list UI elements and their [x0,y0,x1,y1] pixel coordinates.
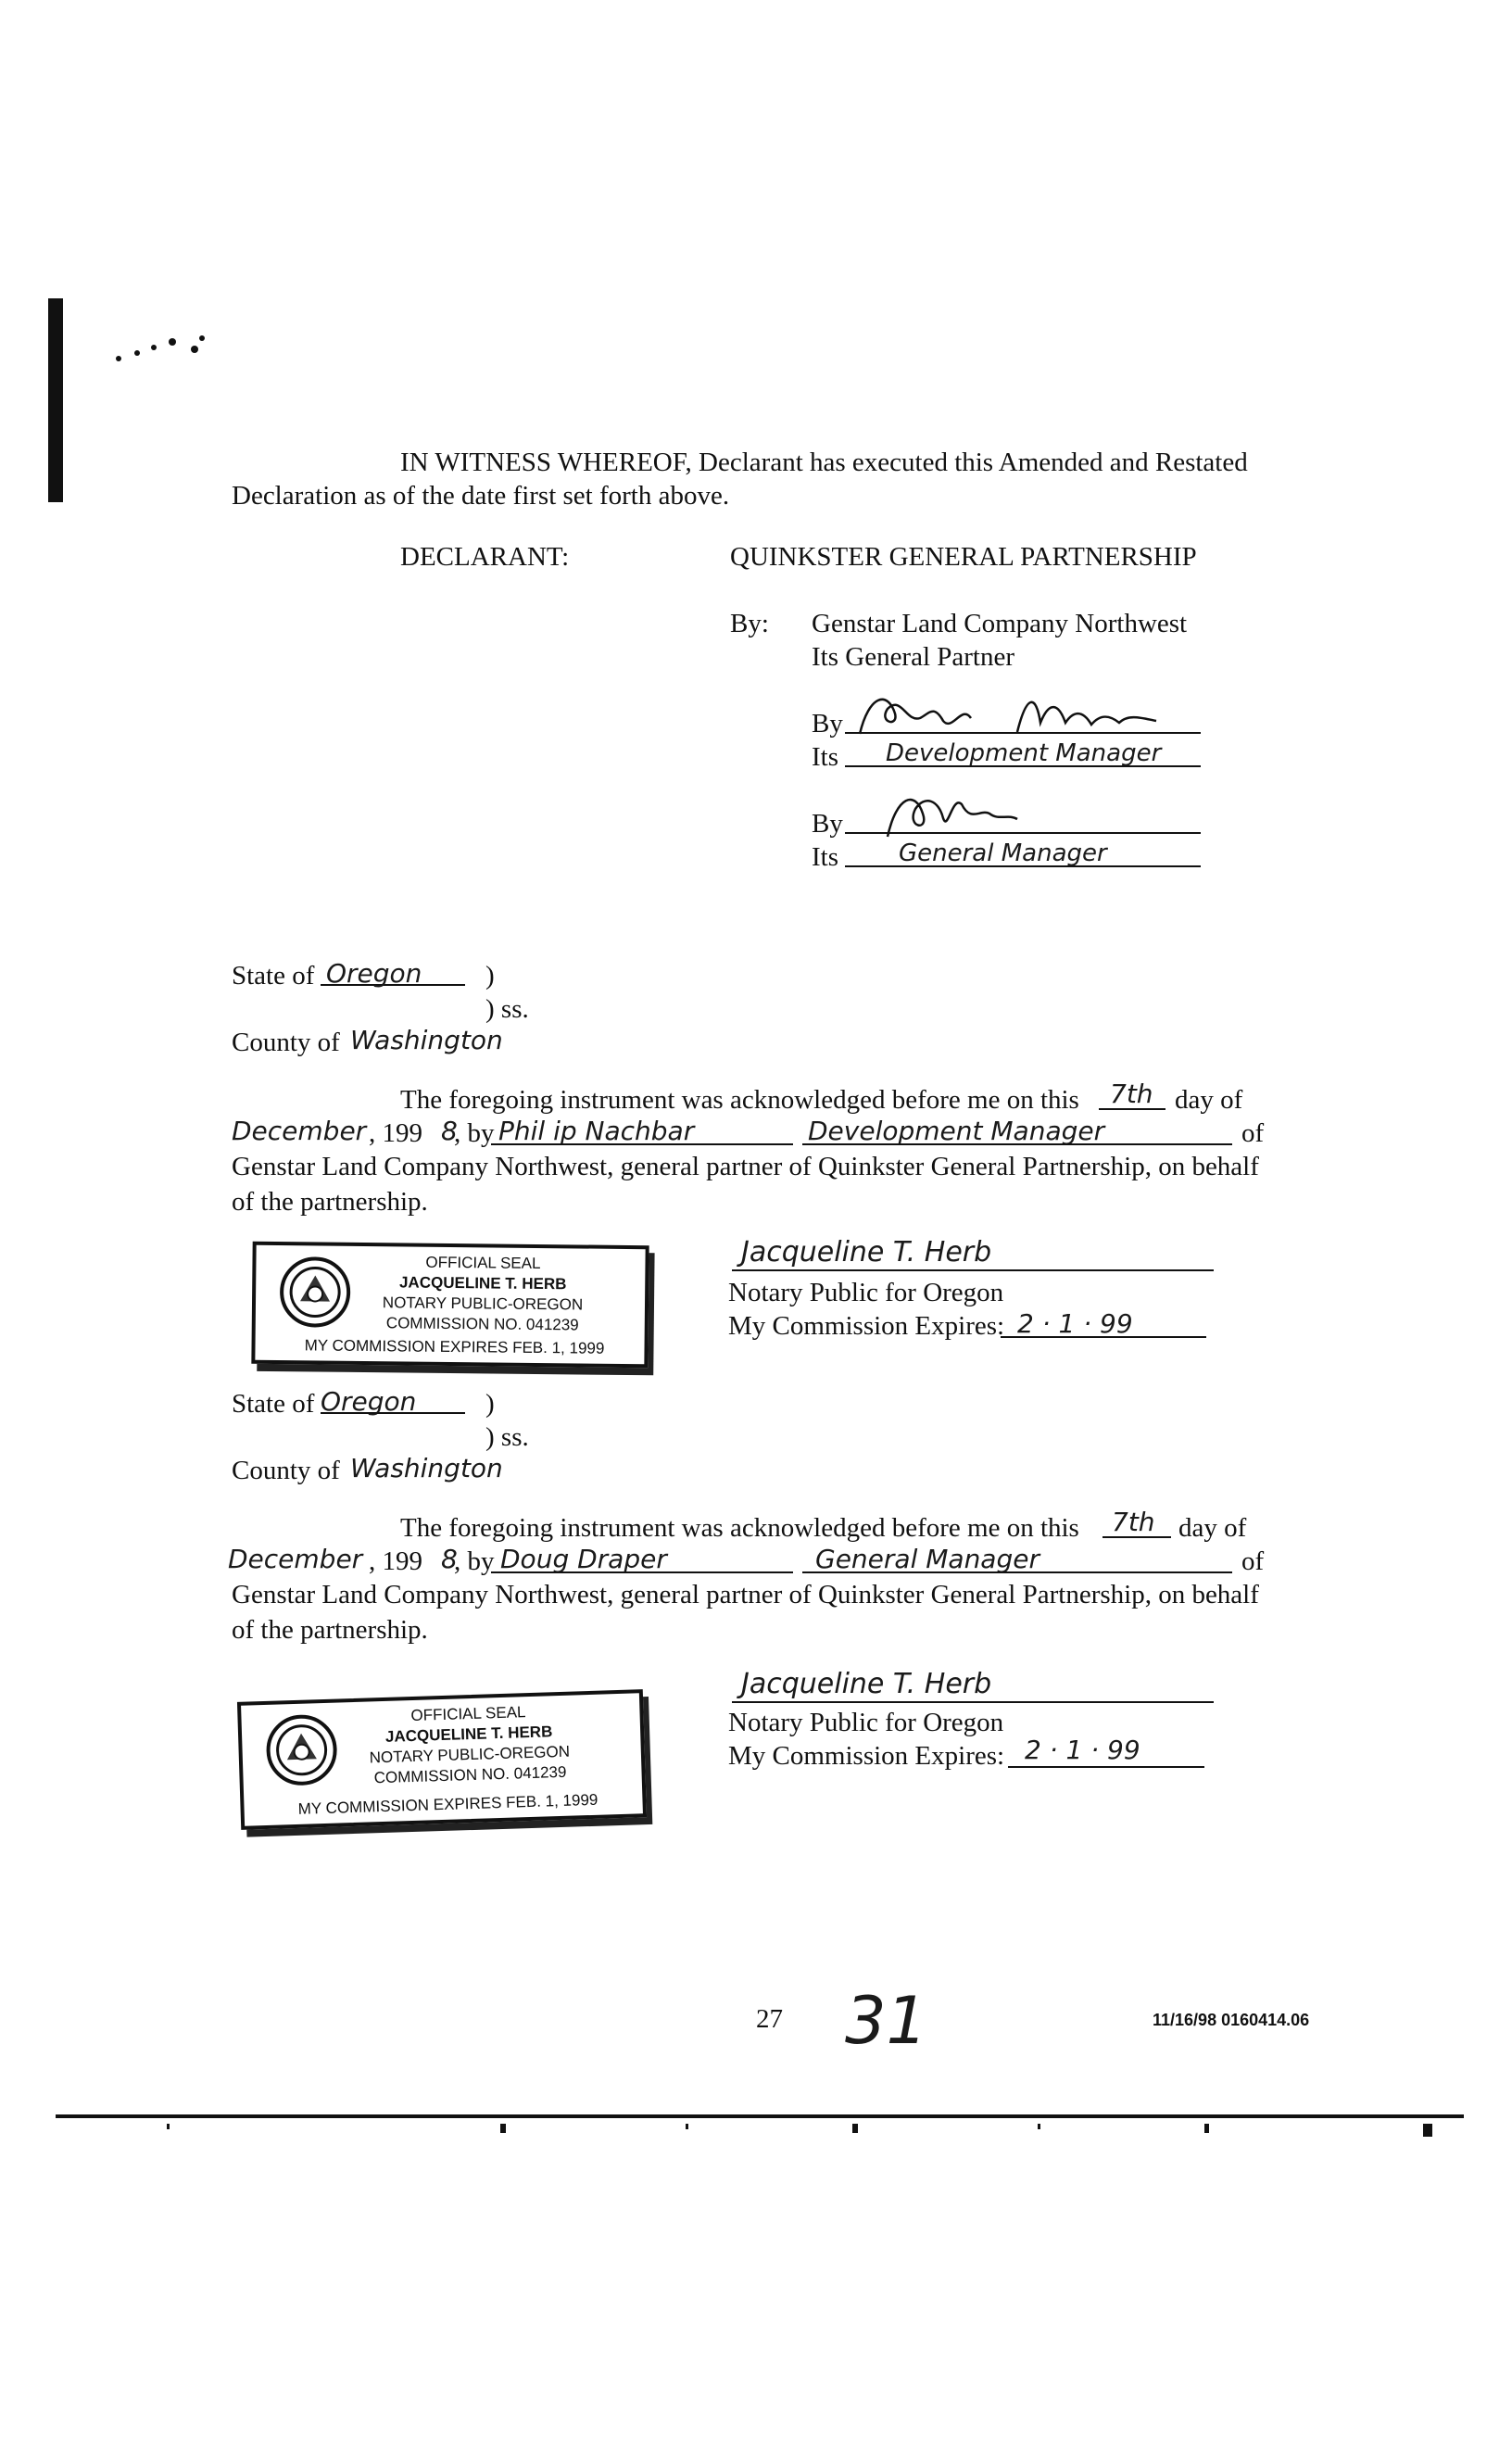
partnership-name: QUINKSTER GENERAL PARTNERSHIP [730,542,1197,572]
sig1-its-value: Development Manager [886,739,1162,767]
ack1-line1-suffix: day of [1175,1085,1243,1115]
ack2-state-line [321,1412,465,1414]
company-role: Its General Partner [812,642,1015,672]
declarant-label: DECLARANT: [400,542,570,572]
ack2-person: Doug Draper [500,1544,667,1574]
seal-text: OFFICIAL SEAL JACQUELINE T. HERB NOTARY PUBLIC-OREGON COMMISSION NO. 041239 [382,1253,584,1334]
ack1-by-label: , by [454,1118,495,1148]
ack1-line4: of the partnership. [232,1187,428,1217]
ack2-ss: ) ss. [485,1422,529,1452]
document-code: 11/16/98 0160414.06 [1153,2011,1310,2029]
intro-line-1: IN WITNESS WHEREOF, Declarant has executed this Amended and Restated [400,448,1248,477]
ack1-paren: ) [485,961,495,991]
ack1-line1-prefix: The foregoing instrument was acknowledged before me on this [400,1085,1079,1115]
ack1-day-line [1099,1108,1166,1110]
ack2-year-digit: 8 [441,1544,458,1574]
ack1-notary-title: Notary Public for Oregon [728,1278,1004,1307]
seal-expiry: MY COMMISSION EXPIRES FEB. 1, 1999 [297,1790,598,1818]
ack2-month-value: December [228,1544,363,1574]
ack1-month-value: December [232,1116,367,1146]
ack2-expires-line [1008,1766,1204,1768]
by-label: By: [730,609,769,638]
ack2-line4: of the partnership. [232,1615,428,1645]
ack2-county-label: County of [232,1456,340,1485]
ack1-state-value: Oregon [326,958,422,989]
sig2-its-value: General Manager [899,839,1107,867]
ack2-paren: ) [485,1389,495,1419]
ack1-person: Phil ip Nachbar [498,1116,695,1146]
signature-philip-nachbar [850,686,1203,741]
ack2-notary-line [732,1701,1214,1703]
ack1-title: Development Manager [808,1116,1105,1146]
ack2-title-line [802,1571,1232,1573]
state-seal-emblem [278,1255,353,1330]
ack2-notary-title: Notary Public for Oregon [728,1708,1004,1737]
ack1-state-label: State of [232,961,315,991]
ack1-title-line [802,1143,1232,1145]
ack1-year-digit: 8 [441,1116,458,1146]
ack1-county-value: Washington [350,1025,503,1055]
ack2-state-value: Oregon [321,1386,417,1417]
ack1-county-label: County of [232,1028,340,1057]
ack1-day-value: 7th [1110,1079,1153,1109]
seal-text: OFFICIAL SEAL JACQUELINE T. HERB NOTARY PUBLIC-OREGON COMMISSION NO. 041239 [369,1703,571,1787]
ack2-line3: Genstar Land Company Northwest, general partner of Quinkster General Partnership, on behalf [232,1580,1259,1609]
ack1-notary-signature: Jacqueline T. Herb [741,1236,992,1268]
state-seal-emblem [263,1712,339,1788]
notary-seal-1 [251,1242,649,1368]
sig1-by-label: By [812,709,843,738]
ack2-year-prefix: , 199 [369,1546,422,1576]
intro-line-2: Declaration as of the date first set forth above. [232,481,730,511]
scan-margin-bar [48,298,63,502]
scan-specks [109,329,220,366]
ack2-day-value: 7th [1112,1507,1155,1537]
ack2-line1-suffix: day of [1178,1513,1247,1543]
ack2-title: General Manager [815,1544,1040,1574]
ack1-notary-line [732,1269,1214,1271]
ack2-expires-value: 2 · 1 · 99 [1025,1735,1140,1765]
ack2-county-value: Washington [350,1453,503,1483]
ack1-expires-line [1001,1336,1206,1338]
ack2-day-line [1102,1536,1171,1538]
ack2-line1-prefix: The foregoing instrument was acknowledged before me on this [400,1513,1079,1543]
ack1-person-line [491,1143,793,1145]
ack2-by-label: , by [454,1546,495,1576]
signature-doug-draper [850,786,1147,841]
ack1-line3: Genstar Land Company Northwest, general partner of Quinkster General Partnership, on behalf [232,1152,1259,1181]
page-number: 27 [756,2004,783,2034]
notary-seal-2 [237,1689,647,1830]
ack1-expires-label: My Commission Expires: [728,1311,1005,1341]
sig2-by-label: By [812,809,843,839]
handwritten-page-number: 31 [845,1983,928,2059]
scan-bottom-edge [56,2114,1464,2118]
ack2-state-label: State of [232,1389,315,1419]
ack1-year-prefix: , 199 [369,1118,422,1148]
ack1-of-label: of [1241,1118,1265,1148]
sig1-its-label: Its [812,742,838,772]
scan-bottom-specks [56,2122,1464,2137]
ack2-expires-label: My Commission Expires: [728,1741,1005,1771]
ack2-notary-signature: Jacqueline T. Herb [741,1668,992,1700]
sig2-its-label: Its [812,842,838,872]
ack1-ss: ) ss. [485,994,529,1024]
ack2-of-label: of [1241,1546,1265,1576]
company-name: Genstar Land Company Northwest [812,609,1188,638]
ack1-expires-value: 2 · 1 · 99 [1017,1308,1133,1339]
seal-expiry: MY COMMISSION EXPIRES FEB. 1, 1999 [304,1336,605,1357]
ack2-person-line [491,1571,793,1573]
